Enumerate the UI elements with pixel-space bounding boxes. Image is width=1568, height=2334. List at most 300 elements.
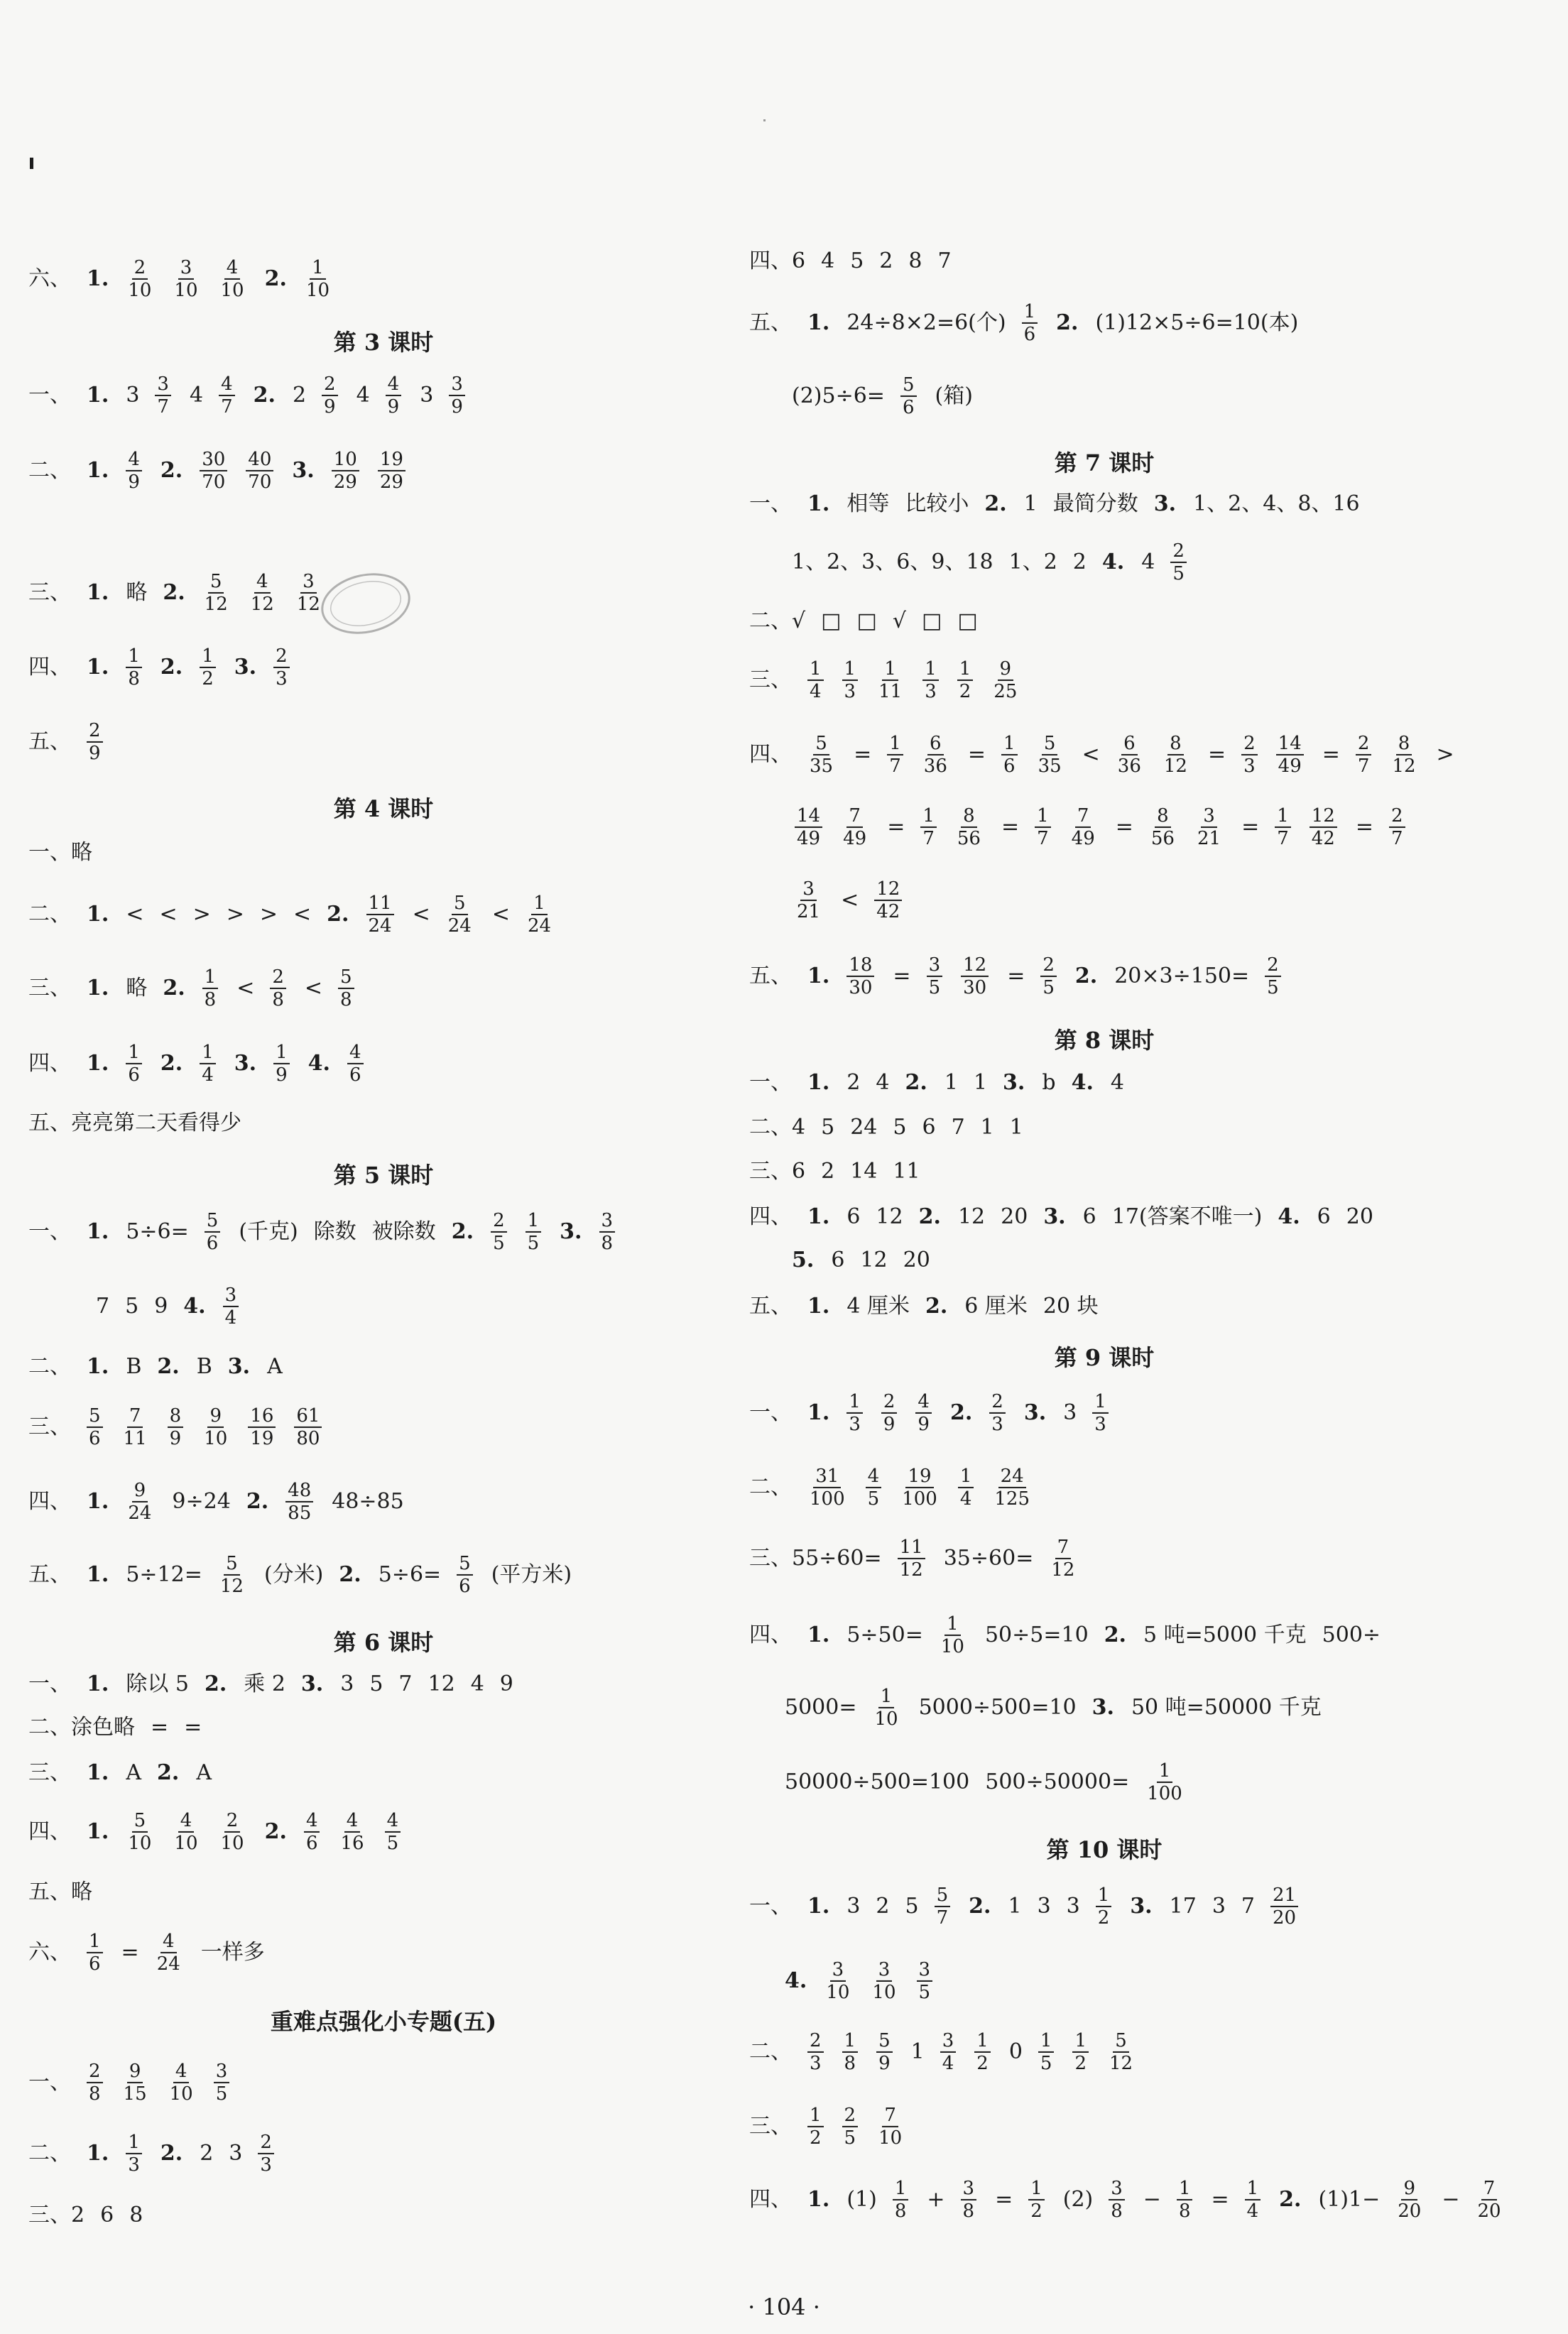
fraction-denominator: 10 [174,280,198,301]
answer-text: 4 [821,249,835,273]
answer-text: 17 [1169,1894,1197,1919]
item-number: 2. [1056,310,1079,335]
answer-text: < [841,888,859,912]
answer-text: 5000÷500=10 [918,1695,1077,1720]
fraction-numerator: 4 [385,1811,401,1833]
fraction-numerator: 16 [248,1406,276,1428]
answer-text: A [267,1354,283,1379]
fraction [1177,2178,1193,2221]
fraction-denominator: 36 [923,756,947,777]
answer-text: 3 [1066,1894,1080,1919]
fraction-denominator: 7 [889,756,901,777]
answer-text: 三、2 [28,2203,85,2227]
answer-text: 20 [903,1248,930,1272]
fraction [1038,2031,1055,2073]
fraction [219,1811,246,1853]
fraction [807,1466,847,1509]
fraction [219,258,246,300]
fraction-numerator: 1 [887,734,903,756]
fraction-denominator: 3 [260,2154,272,2176]
fraction-denominator: 10 [204,1428,228,1449]
item-number: 2. [264,266,287,291]
item-number: 1. [87,2141,109,2166]
answer-text: 略 [126,580,148,605]
fraction-denominator: 12 [1109,2053,1133,2074]
section-heading: 第 10 课时 [1046,1836,1163,1863]
fraction [1389,806,1405,849]
fraction-denominator: 2 [1030,2201,1042,2222]
fraction [900,375,917,418]
fraction-denominator: 49 [1071,828,1095,849]
line-r-10-yi [749,1885,1301,1928]
fraction-numerator: 4 [173,2061,190,2083]
fraction-numerator: 7 [127,1406,143,1428]
fraction-denominator: 20 [1398,2201,1422,2222]
answer-text: 6 [1317,1204,1331,1229]
fraction-denominator: 9 [169,1428,182,1449]
fraction-numerator: 5 [208,572,224,594]
answer-text: 14 [850,1159,878,1184]
item-number: 2. [1279,2187,1302,2212]
fraction [1390,734,1417,776]
fraction [126,2132,142,2175]
answer-text: 除数 [313,1219,356,1244]
fraction-denominator: 10 [826,1982,850,2003]
answer-text: = [1115,814,1133,839]
fraction-denominator: 3 [849,1414,861,1435]
fraction-numerator: 1 [87,1931,103,1953]
answer-text: 8 [908,249,922,273]
answer-text: = [184,1715,202,1740]
answer-text: 4 [1110,1070,1124,1095]
fraction [1072,2031,1089,2073]
fraction-numerator: 4 [344,1811,361,1833]
line-l-4-si [28,1042,366,1085]
fraction-numerator: 1 [1022,302,1038,324]
answer-text: 六、 [28,266,71,291]
fraction-denominator: 5 [1172,563,1185,584]
answer-text: 六、 [28,1940,71,1965]
fraction [955,806,983,849]
line-l-6-yi [28,1674,513,1695]
answer-text: 一、 [28,383,71,408]
line-r-wu2 [792,375,973,418]
section-heading: 重难点强化小专题(五) [270,2008,497,2035]
fraction-numerator: 2 [132,258,148,280]
fraction-numerator: 3 [1109,2178,1125,2201]
item-number: 1. [87,976,109,1000]
fraction-denominator: 3 [1243,756,1256,777]
fraction-denominator: 85 [288,1503,312,1524]
fraction-denominator: 12 [1392,756,1416,777]
fraction-numerator: 5 [935,1885,951,1907]
fraction-numerator: 1 [1035,806,1051,828]
fraction-numerator: 14 [795,806,822,828]
page-number: · 104 · [748,2294,820,2321]
fraction-numerator: 1 [974,2031,991,2053]
line-l-4-wu [28,1113,241,1134]
answer-text: 3 [126,383,140,408]
fraction-denominator: 8 [962,2201,975,2222]
fraction-numerator: 3 [927,955,943,977]
answer-text: 五、 [28,1562,71,1587]
answer-text: □ [821,609,842,633]
fraction-denominator: 3 [1094,1414,1106,1435]
answer-text: 二、4 [749,1115,806,1140]
fraction-denominator: 20 [1273,1907,1297,1929]
fraction-numerator: 30 [200,449,227,471]
fraction-denominator: 6 [459,1576,471,1597]
answer-text: (1) [846,2187,877,2212]
fraction-numerator: 1 [807,2105,824,2127]
fraction [126,1811,153,1853]
fraction-denominator: 12 [204,594,228,615]
answer-text: + [927,2187,945,2212]
item-number: 1. [87,580,109,605]
item-number: 1. [807,491,830,516]
fraction-numerator: 5 [457,1554,473,1576]
fraction-numerator: 8 [1396,734,1412,756]
fraction-numerator: 5 [1113,2031,1129,2053]
fraction-numerator: 9 [998,659,1014,681]
answer-text: − [1143,2187,1161,2212]
answer-text: 被除数 [371,1219,436,1244]
fraction-numerator: 1 [842,659,859,681]
answer-text: 最简分数 [1052,491,1138,516]
fraction-denominator: 3 [844,681,856,702]
fraction-numerator: 1 [1092,1392,1109,1414]
fraction [807,2105,824,2148]
answer-text: 20 [1001,1204,1028,1229]
fraction-denominator: 70 [202,471,226,493]
fraction-numerator: 2 [273,646,290,668]
item-number: 4. [1101,550,1125,574]
answer-text: 9÷24 [172,1489,231,1514]
fraction [347,1042,364,1085]
item-number: 2. [160,1051,183,1076]
item-number: 2. [160,2141,183,2166]
answer-text: 2 [846,1070,861,1095]
fraction-numerator: 8 [961,806,977,828]
fraction-denominator: 8 [204,989,217,1010]
fraction-numerator: 2 [842,2105,859,2127]
fraction [1162,734,1189,776]
fraction [202,967,219,1010]
answer-text: B [196,1354,212,1379]
answer-text: 二、 [28,2141,71,2166]
fraction-numerator: 1 [1177,2178,1193,2201]
answer-text: (1)12×5÷6=10(本) [1095,310,1299,335]
item-number: 3. [292,458,315,483]
item-number: 3. [1023,1400,1047,1425]
answer-text: 12 [957,1204,986,1229]
item-number: 4. [307,1051,330,1076]
fraction-numerator: 2 [322,374,338,396]
line-r-10-si [749,2178,1506,2221]
fraction [807,734,835,776]
answer-text: 三、 [749,667,792,692]
line-l-5-si [28,1480,404,1523]
answer-text: 7 [951,1115,965,1140]
answer-text: 5 [369,1672,383,1696]
answer-text: 一、 [28,1219,71,1244]
answer-text: > [259,902,278,927]
fraction-denominator: 7 [922,828,935,849]
fraction-numerator: 2 [87,2061,103,2083]
fraction-denominator: 56 [1150,828,1175,849]
answer-text: > [192,902,211,927]
answer-text: 7 [937,249,952,273]
fraction-denominator: 2 [976,2053,989,2074]
answer-text: 三、55÷60= [749,1546,882,1571]
fraction-numerator: 8 [1167,734,1184,756]
item-number: 3. [560,1219,582,1244]
fraction-numerator: 1 [882,659,898,681]
answer-text: b [1042,1070,1056,1095]
fraction-numerator: 4 [224,258,241,280]
fraction-numerator: 1 [958,1466,974,1488]
fraction [304,258,332,300]
answer-text: 6 [846,1204,861,1229]
line-l-3-si [28,646,293,689]
fraction-numerator: 4 [915,1392,932,1414]
fraction-numerator: 1 [126,1042,142,1064]
item-number: 2. [246,1489,269,1514]
answer-text: 12 [428,1672,455,1696]
fraction [989,1392,1006,1434]
fraction [248,1406,276,1449]
answer-text: 二、涂色略 [28,1715,135,1740]
line-r-7-san [749,659,1022,702]
line-l-5-yi2 [96,1285,241,1328]
fraction-denominator: 24 [368,915,392,937]
fraction-denominator: 24 [527,915,552,937]
fraction-numerator: 6 [1121,734,1138,756]
line-l-3-er [28,449,408,492]
fraction-denominator: 5 [386,1833,399,1854]
fraction-denominator: 8 [844,2053,856,2074]
answer-text: = [1211,2187,1229,2212]
answer-text: 五、 [749,310,792,335]
line-l-5-er [28,1356,283,1378]
fraction [249,572,276,614]
answer-text: 略 [126,976,148,1000]
item-number: 1. [807,1294,830,1319]
fraction [121,2061,149,2104]
item-number: 2. [253,383,276,408]
answer-text: 11 [893,1159,920,1184]
fraction [922,734,949,776]
fraction-numerator: 4 [160,1931,177,1953]
fraction-denominator: 11 [878,681,903,702]
answer-text: 1 [980,1115,994,1140]
fraction-numerator: 1 [920,806,937,828]
fraction [1035,806,1051,849]
fraction-denominator: 21 [797,901,821,922]
fraction-denominator: 20 [1477,2201,1501,2222]
fraction-numerator: 1 [1096,1885,1112,1907]
fraction-numerator: 8 [168,1406,184,1428]
fraction-denominator: 12 [250,594,274,615]
fraction-denominator: 7 [1357,756,1370,777]
fraction-denominator: 5 [493,1233,505,1254]
fraction [1036,734,1064,776]
fraction-numerator: 1 [878,1686,895,1708]
fraction-denominator: 7 [221,396,233,418]
fraction [219,374,235,417]
answer-text: (2) [1062,2187,1094,2212]
fraction [1310,806,1337,849]
answer-text: 四、 [749,2187,792,2212]
answer-text: 一、略 [28,840,92,865]
answer-text: 四、 [28,1489,71,1514]
fraction-numerator: 1 [1157,1761,1173,1783]
fraction-numerator: 1 [922,659,939,681]
item-number: 1. [87,902,109,927]
section-heading: 第 5 课时 [333,1162,434,1189]
item-number: 1. [807,1894,830,1919]
fraction-numerator: 2 [1389,806,1405,828]
fraction [795,879,822,922]
fraction-numerator: 12 [961,955,989,977]
answer-text: − [1442,2187,1460,2212]
fraction-denominator: 21 [1197,828,1221,849]
fraction-denominator: 10 [169,2083,193,2105]
fraction-numerator: 12 [874,879,902,901]
answer-text: 五、 [28,729,71,754]
fraction-numerator: 6 [927,734,944,756]
fraction-numerator: 4 [866,1466,882,1488]
fraction [457,1554,473,1596]
answer-text: 二、 [749,1475,792,1500]
fraction-numerator: 2 [989,1392,1006,1414]
fraction [155,374,171,417]
fraction [172,1811,200,1853]
answer-text: 比较小 [905,491,969,516]
answer-text: 除以 5 [126,1672,189,1696]
item-number: 3. [1091,1695,1114,1720]
answer-text: 3 [1212,1894,1226,1919]
answer-text: 4 [876,1070,890,1095]
answer-text: 6 [1082,1204,1096,1229]
answer-text: 4 厘米 [846,1294,910,1319]
fraction-denominator: 12 [296,594,320,615]
line-l-5-yi [28,1211,618,1253]
fraction [920,806,937,849]
answer-text: 二、 [749,2039,792,2064]
answer-text: 3 [1037,1894,1051,1919]
line-r-8-si2 [792,1250,930,1271]
fraction [202,572,230,614]
line-l-4-san [28,967,357,1010]
fraction [285,1480,313,1523]
fraction [87,2061,103,2104]
answer-text: 一样多 [200,1940,265,1965]
answer-text: 1、2 [1008,550,1057,574]
answer-text: = [967,742,986,767]
answer-text: 一、 [749,1070,792,1095]
fraction-numerator: 1 [126,2132,142,2154]
answer-text: 50 吨=50000 千克 [1131,1695,1322,1720]
fraction-denominator: 9 [878,2053,891,2074]
answer-text: □ [856,609,877,633]
fraction-numerator: 5 [87,1406,103,1428]
line-l-5-san [28,1406,325,1449]
answer-text: 500÷ [1322,1623,1381,1647]
fraction-denominator: 42 [1311,828,1335,849]
answer-text: 五、亮亮第二天看得少 [28,1111,241,1135]
answer-text: 三、 [28,1760,71,1785]
fraction-denominator: 12 [1051,1559,1075,1581]
item-number: 1. [87,1562,109,1587]
item-number: 2. [163,976,185,1000]
fraction [214,2061,230,2104]
fraction [446,893,474,936]
fraction-denominator: 36 [1117,756,1141,777]
fraction-numerator: 3 [449,374,465,396]
answer-text: □ [921,609,942,633]
answer-text: 四、 [28,1819,71,1844]
fraction [842,2105,859,2148]
fraction-denominator: 10 [940,1636,964,1657]
fraction-numerator: 40 [246,449,273,471]
section-heading: 第 7 课时 [1054,449,1155,476]
fraction-denominator: 24 [128,1503,152,1524]
fraction-denominator: 2 [1097,1907,1110,1929]
fraction-denominator: 35 [1038,756,1062,777]
line-l-z-san [28,2205,143,2226]
fraction [866,1466,882,1509]
answer-text: 20 块 [1042,1294,1099,1319]
answer-text: < [126,902,144,927]
line-r-7-si3 [792,879,905,922]
fraction [807,659,824,702]
fraction-numerator: 61 [294,1406,322,1428]
fraction [958,1466,974,1509]
line-l-3-san [28,572,325,614]
fraction-denominator: 5 [918,1982,931,2003]
answer-text: 四、 [749,742,792,767]
fraction [526,1211,542,1253]
line-l-3-wu [28,721,106,763]
answer-text: 5 [821,1115,835,1140]
answer-text: 1、2、3、6、9、18 [792,550,993,574]
fraction-numerator: 7 [882,2105,898,2127]
line-r-7-wu [749,955,1284,998]
fraction [846,1392,863,1434]
fraction-denominator: 5 [1042,977,1055,998]
item-number: 2. [327,902,349,927]
fraction-denominator: 42 [876,901,900,922]
fraction [842,659,859,702]
fraction-denominator: 9 [451,396,463,418]
fraction-numerator: 2 [491,1211,507,1233]
fraction-denominator: 49 [797,828,821,849]
fraction-denominator: 2 [202,668,214,689]
answer-text: 5÷50= [846,1623,923,1647]
fraction-numerator: 1 [807,659,824,681]
fraction-numerator: 9 [132,1480,148,1503]
fraction-denominator: 30 [963,977,987,998]
answer-text: 1 [1009,1115,1023,1140]
answer-text: 三、 [28,976,71,1000]
answer-text: 1 [973,1070,988,1095]
answer-text: 8 [129,2203,143,2227]
item-number: 3. [1130,1894,1153,1919]
fraction-denominator: 3 [128,2154,140,2176]
item-number: 2. [984,491,1007,516]
line-l-6-san [28,1762,212,1784]
